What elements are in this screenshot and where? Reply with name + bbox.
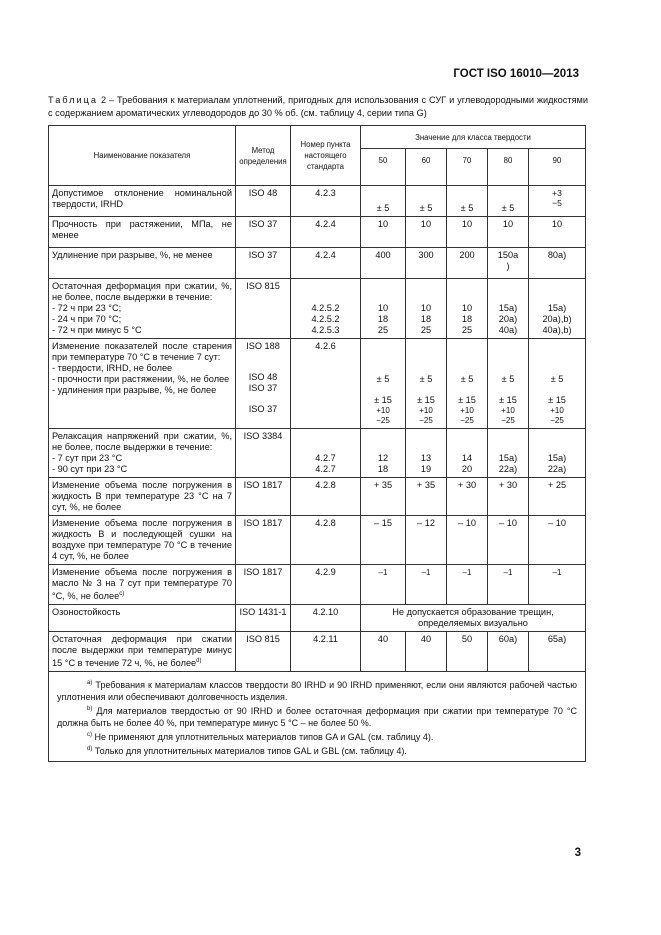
spacer — [364, 385, 402, 395]
row-name: Допустимое отклонение номинальной твердости, IRHD — [49, 186, 236, 217]
sub-value-plus: +10 — [376, 406, 390, 415]
value-60: 300 — [406, 248, 447, 279]
value-80: –1 — [488, 565, 529, 605]
row-title: Остаточная деформация при сжатии, %, не более, после выдержки в течение: — [52, 281, 232, 302]
row-name — [49, 339, 236, 429]
spacer — [491, 385, 525, 395]
ozone-value: Не допускается образование трещин, определяемых визуально — [361, 605, 586, 632]
value-60: 40 — [406, 632, 447, 672]
value-50: 400 — [361, 248, 406, 279]
header-class-70: 70 — [447, 149, 488, 186]
footnote-ref: d) — [196, 658, 202, 665]
row-method-main: ISO 188 — [246, 341, 280, 351]
spacer — [450, 385, 484, 395]
sub-value-plus: +10 — [419, 406, 433, 415]
sub-value: 15a) — [498, 453, 518, 463]
row-method: ISO 1817 — [236, 516, 291, 565]
footnote-mark: b) — [87, 706, 93, 713]
value-50: + 35 — [361, 478, 406, 516]
sub-value-plus: +10 — [501, 406, 515, 415]
value-70: + 30 — [447, 478, 488, 516]
sub-method: ISO 48 — [248, 372, 278, 382]
value-70 — [447, 339, 488, 429]
row-name: Изменение объема после погружения в жидкость В и последующей сушки на воздухе при температуре 70 °С в течение 4 сут, %, не более — [49, 516, 236, 565]
row-clause: 4.2.8 — [291, 516, 361, 565]
caption-label: Таблица — [48, 95, 99, 105]
table-row — [49, 478, 586, 516]
sub-name: - 72 ч при минус 5 °С — [52, 325, 142, 335]
sub-value: 20a) — [498, 314, 518, 324]
sub-clause: 4.2.5.2 — [311, 303, 340, 313]
sub-clause: 4.2.7 — [315, 453, 336, 463]
footnote-text: Для материалов твердостью от 90 IRHD и более остаточная деформация при сжатии при температуре 70 °С должна быть не более 40 %, при температуре минус 5 °С – не более 50 %. — [57, 706, 578, 729]
sub-value-minus: −25 — [376, 416, 390, 425]
spacer — [364, 341, 402, 374]
value-70: – 10 — [447, 516, 488, 565]
value-90: + 25 — [529, 478, 586, 516]
row-clause — [291, 279, 361, 339]
sub-value: 10 — [420, 303, 432, 313]
row-method: ISO 37 — [236, 217, 291, 248]
table-row — [49, 279, 586, 339]
value-60: – 12 — [406, 516, 447, 565]
row-name-text: Остаточная деформация при сжатии после выдержки при температуре минус 15 °С в течение 72 ч, %, не более — [52, 634, 232, 669]
header-class-50: 50 — [361, 149, 406, 186]
row-title: Релаксация напряжений при сжатии, %, не более, после выдержки в течение: — [52, 431, 232, 452]
sub-value: 18 — [461, 314, 473, 324]
value-80: – 10 — [488, 516, 529, 565]
spacer — [409, 341, 443, 374]
row-clause: 4.2.3 — [291, 186, 361, 217]
row-method: ISO 3384 — [236, 429, 291, 478]
row-clause: 4.2.8 — [291, 478, 361, 516]
sub-name: - удлинения при разрыве, %, не более — [52, 385, 217, 395]
value-80: 60a) — [488, 632, 529, 672]
value-60 — [406, 429, 447, 478]
sub-value: ± 15 — [499, 395, 517, 405]
value-70: ± 5 — [447, 186, 488, 217]
spacer — [532, 341, 582, 374]
sub-value-plus: +10 — [460, 406, 474, 415]
row-name: Удлинение при разрыве, %, не менее — [49, 248, 236, 279]
row-name — [49, 279, 236, 339]
footnote-mark: c) — [87, 732, 92, 739]
row-method: ISO 815 — [236, 632, 291, 672]
sub-value: ± 15 — [417, 395, 435, 405]
sub-value: 19 — [420, 464, 432, 474]
value-70: –1 — [447, 565, 488, 605]
sub-value: 25 — [461, 325, 473, 335]
row-name — [49, 565, 236, 605]
spacer — [409, 385, 443, 395]
sub-value: 18 — [377, 464, 389, 474]
table-caption — [48, 94, 588, 120]
row-clause: 4.2.4 — [291, 217, 361, 248]
sub-value: 40a),b) — [542, 325, 572, 335]
sub-clause: 4.2.5.2 — [311, 314, 340, 324]
value-90 — [529, 429, 586, 478]
value-50: – 15 — [361, 516, 406, 565]
header-row — [49, 126, 586, 149]
row-method: ISO 815 — [236, 279, 291, 339]
sub-value: ± 15 — [458, 395, 476, 405]
sub-name: - 72 ч при 23 °С; — [52, 303, 122, 313]
table-row — [49, 186, 586, 217]
footnote-a — [57, 677, 577, 703]
value-80: ± 5 — [488, 186, 529, 217]
sub-value: 20a),b) — [542, 314, 572, 324]
sub-value: ± 5 — [376, 374, 390, 384]
sub-value: 15a) — [498, 303, 518, 313]
row-name — [49, 632, 236, 672]
sub-value-minus: −25 — [460, 416, 474, 425]
table-row — [49, 248, 586, 279]
header-class-80: 80 — [488, 149, 529, 186]
sub-value: 14 — [461, 453, 473, 463]
sub-name: - 90 сут при 23 °С — [52, 464, 128, 474]
header-class-90: 90 — [529, 149, 586, 186]
spacer — [239, 352, 287, 362]
sub-value: 40a) — [498, 325, 518, 335]
sub-value: 15a) — [547, 303, 567, 313]
value-90: 80a) — [529, 248, 586, 279]
value-70: 50 — [447, 632, 488, 672]
sub-value: 25 — [420, 325, 432, 335]
page-number: 3 — [574, 847, 581, 859]
value-60: + 35 — [406, 478, 447, 516]
sub-value: ± 15 — [548, 395, 566, 405]
sub-method: ISO 37 — [248, 383, 278, 393]
value-50 — [361, 339, 406, 429]
sub-value: 25 — [377, 325, 389, 335]
value-80: 10 — [488, 217, 529, 248]
sub-value: ± 5 — [550, 374, 564, 384]
value-50: 40 — [361, 632, 406, 672]
footnote-mark: a) — [87, 680, 93, 687]
value-90 — [529, 339, 586, 429]
sub-value: 12 — [377, 453, 389, 463]
footnote-b — [57, 703, 577, 729]
row-clause: 4.2.10 — [291, 605, 361, 632]
value-80 — [488, 339, 529, 429]
table-row — [49, 605, 586, 632]
caption-text: 2 – Требования к материалам уплотнений, пригодных для использования с СУГ и углеводородными жидкостями с содержанием ароматических углеводородов до 30 % об. (см. таблицу 4, серии типа G) — [48, 95, 588, 118]
footnote-d — [57, 743, 577, 757]
value-90: 65a) — [529, 632, 586, 672]
footnotes-row — [49, 672, 586, 762]
value-70 — [447, 279, 488, 339]
sub-name: - 7 сут при 23 °С — [52, 453, 123, 463]
row-method: ISO 48 — [236, 186, 291, 217]
header-clause: Номер пункта настоящего стандарта — [291, 126, 361, 186]
spacer — [239, 394, 287, 404]
value-70: 10 — [447, 217, 488, 248]
value-50 — [361, 429, 406, 478]
sub-value-plus: +10 — [550, 406, 564, 415]
header-value: Значение для класса твердости — [361, 126, 586, 149]
sub-value: 22a) — [547, 464, 567, 474]
value-50 — [361, 279, 406, 339]
row-title: Изменение показателей после старения при температуре 70 °С в течение 7 сут: — [52, 341, 232, 362]
value-70 — [447, 429, 488, 478]
row-method: ISO 1817 — [236, 565, 291, 605]
footnotes — [49, 672, 586, 762]
table-row — [49, 429, 586, 478]
sub-value-minus: −25 — [501, 416, 515, 425]
sub-value: 18 — [377, 314, 389, 324]
sub-method: ISO 37 — [248, 404, 278, 414]
row-clause: 4.2.4 — [291, 248, 361, 279]
requirements-table — [48, 125, 586, 762]
sub-clause: 4.2.5.3 — [311, 325, 340, 335]
sub-value: 15a) — [547, 453, 567, 463]
footnote-mark: d) — [87, 746, 93, 753]
table-row — [49, 565, 586, 605]
row-method: ISO 37 — [236, 248, 291, 279]
sub-clause: 4.2.7 — [315, 464, 336, 474]
value-60: –1 — [406, 565, 447, 605]
row-clause: 4.2.11 — [291, 632, 361, 672]
sub-value: 20 — [461, 464, 473, 474]
row-method — [236, 339, 291, 429]
value-90: –1 — [529, 565, 586, 605]
sub-value: ± 5 — [501, 374, 515, 384]
table-row — [49, 516, 586, 565]
value-50: ± 5 — [361, 186, 406, 217]
value-50: –1 — [361, 565, 406, 605]
header-method: Метод определения — [236, 126, 291, 186]
value-50: 10 — [361, 217, 406, 248]
table-row — [49, 217, 586, 248]
row-name: Изменение объема после погружения в жидкость В при температуре 23 °С на 7 сут, %, не более — [49, 478, 236, 516]
table-row — [49, 339, 586, 429]
row-method: ISO 1817 — [236, 478, 291, 516]
footnote-c — [57, 729, 577, 743]
footnote-text: Только для уплотнительных материалов типов GAL и GBL (см. таблицу 4). — [92, 746, 407, 757]
value-80 — [488, 429, 529, 478]
value-60 — [406, 339, 447, 429]
value-90: +3 −5 — [529, 186, 586, 217]
row-clause: 4.2.9 — [291, 565, 361, 605]
table-row — [49, 632, 586, 672]
sub-value-minus: −25 — [419, 416, 433, 425]
header-class-60: 60 — [406, 149, 447, 186]
sub-name: - 24 ч при 70 °С; — [52, 314, 122, 324]
row-name-text: Изменение объема после погружения в масло № 3 на 7 сут при температуре 70 °С, %, не более — [52, 567, 232, 602]
spacer — [450, 341, 484, 374]
sub-value: 18 — [420, 314, 432, 324]
sub-value-minus: −25 — [550, 416, 564, 425]
sub-name: - прочности при растяжении, %, не более — [52, 374, 230, 384]
row-name: Прочность при растяжении, МПа, не менее — [49, 217, 236, 248]
spacer — [491, 341, 525, 374]
row-method: ISO 1431-1 — [236, 605, 291, 632]
value-90: – 10 — [529, 516, 586, 565]
row-clause — [291, 429, 361, 478]
value-60: ± 5 — [406, 186, 447, 217]
value-80: 150a ) — [488, 248, 529, 279]
value-90 — [529, 279, 586, 339]
footnote-ref: c) — [119, 591, 125, 597]
value-60 — [406, 279, 447, 339]
sub-value: 13 — [420, 453, 432, 463]
sub-value: 10 — [377, 303, 389, 313]
sub-name: - твердости, IRHD, не более — [52, 363, 173, 373]
value-80 — [488, 279, 529, 339]
header-name: Наименование показателя — [49, 126, 236, 186]
footnote-text: Не применяют для уплотнительных материалов типов GA и GAL (см. таблицу 4). — [92, 732, 434, 743]
sub-value: ± 15 — [374, 395, 392, 405]
value-60: 10 — [406, 217, 447, 248]
standard-designation: ГОСТ ISO 16010—2013 — [453, 68, 579, 80]
sub-value: ± 5 — [419, 374, 433, 384]
value-90: 10 — [529, 217, 586, 248]
value-80: + 30 — [488, 478, 529, 516]
value-70: 200 — [447, 248, 488, 279]
footnote-text: Требования к материалам классов твердости 80 IRHD и 90 IRHD применяют, если они являются рабочей частью уплотнения или обеспечивают долговечность изделия. — [57, 680, 578, 703]
spacer — [532, 385, 582, 395]
row-name — [49, 429, 236, 478]
sub-value: 10 — [461, 303, 473, 313]
sub-value: ± 5 — [460, 374, 474, 384]
sub-value: 22a) — [498, 464, 518, 474]
spacer — [239, 362, 287, 372]
row-clause: 4.2.6 — [291, 339, 361, 429]
row-name: Озоностойкость — [49, 605, 236, 632]
